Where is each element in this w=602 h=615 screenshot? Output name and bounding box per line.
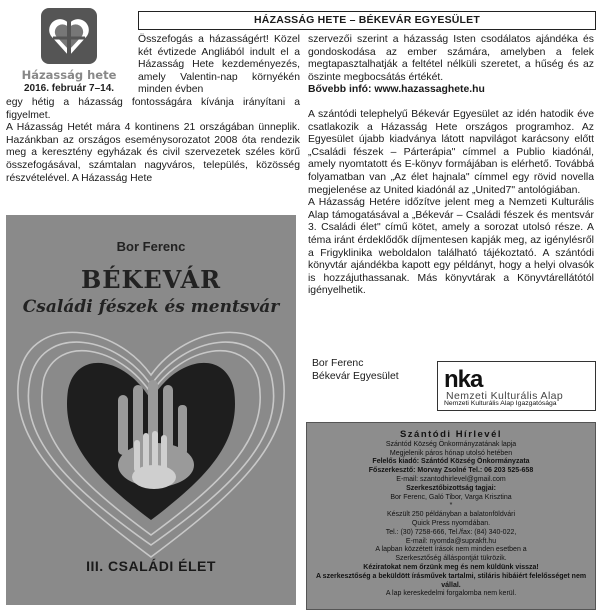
imprint-line: A lap kereskedelmi forgalomba nem kerül. xyxy=(385,590,517,598)
imprint-title: Szántódi Hírlevél xyxy=(399,429,503,440)
hazassag-hete-logo xyxy=(8,4,130,108)
heart-logo-icon xyxy=(39,6,99,66)
article-col-intro xyxy=(138,34,300,97)
book-title: BÉKEVÁR xyxy=(80,265,222,294)
logo-title: Házasság hete xyxy=(21,68,117,82)
imprint-line: A lapban közzétett írások nem minden esetben a xyxy=(375,546,527,554)
article-paragraph-1-end: egy hétig a házasság fontosságára kívánja irányítani a figyelmet. xyxy=(6,97,300,121)
imprint-line: Megjelenik páros hónap utolsó hetében xyxy=(389,449,513,457)
article-col-right xyxy=(308,34,594,298)
signature xyxy=(312,357,399,383)
imprint-line: Tel.: (30) 7258-666, Tel./fax: (84) 340-022, xyxy=(385,528,517,536)
imprint-line: E-mail: szantodhirlevel@gmail.com xyxy=(396,475,506,483)
book-author: Bor Ferenc xyxy=(116,239,186,254)
book-cover xyxy=(6,215,296,605)
nka-name: Nemzeti Kulturális Alap xyxy=(446,390,564,402)
article-paragraph-3: A szántódi telephelyű Békevár Egyesület az idén hatodik éve csatlakozik a Házasság Hete országos programhoz. Az Egyesület újabb kiadványa látott napvilágot karácsony előtt „Családi fészek – Párterápia" címmel a Publio kiadónál, amely nyomtatott és E-könyv formájában is elérhető. Továbbá folyamatban van „Az élet hajnala" címmel egy rövid novella megjelenése az United kiadónál az „United7" antológiában. xyxy=(308,108,594,196)
imprint-line: Főszerkesztő: Morvay Zsolné Tel.: 06 203 525-658 xyxy=(368,467,534,475)
imprint-line: Felelős kiadó: Szántód Község Önkormányzata xyxy=(372,458,530,466)
imprint-line: Szántód Község Önkormányzatának lapja xyxy=(385,440,517,448)
imprint-line: Szerkesztőség álláspontját tükrözik. xyxy=(395,555,507,563)
imprint-line: Kéziratokat nem őrzünk meg és nem küldünk vissza! xyxy=(363,563,539,571)
nka-subtitle: Nemzeti Kulturális Alap Igazgatósága xyxy=(444,400,557,407)
article-paragraph-4: A Házasság Hetére időzítve jelent meg a Nemzeti Kulturális Alap támogatásával a „Békevár – Családi fészek és mentsvár 3. Családi élet" című kötet, amely a sorozat utolsó része. A téma iránt érdeklődők díjmentesen kapják meg, az igénylésről a Frigyklinika weboldalon található tájékoztató. A szántódi könyvtár ajándékba kapott egy példányt, hogy a helyi olvasók is hozzájuthassanak. Más könyvtárak a Könyvtárellátótól igényelhetik. xyxy=(308,197,594,297)
book-volume: III. CSALÁDI ÉLET xyxy=(86,558,216,574)
article-paragraph-2: A Házasság Hetét mára 4 kontinens 21 országában ünneplik. Hazánkban az országos eseménysorozatot 2008 óta rendezik meg a keresztény egyházak és civil szervezetek széles körű összefogásával, számtalan nagyváros, település, közösség részvételével. A Házasság Hete xyxy=(6,122,300,184)
logo-date: 2016. február 7–14. xyxy=(23,83,115,94)
book-subtitle: Családi fészek és mentsvár xyxy=(22,297,280,317)
imprint-line: Szerkesztőbizottság tagjai: xyxy=(406,484,496,492)
imprint-box xyxy=(306,422,596,610)
imprint-line: E-mail: nyomda@suprakft.hu xyxy=(405,537,497,545)
article-paragraph-1-start: Összefogás a házasságért! Közel két évtizede Angliából indult el a Házasság Hete kezdeményezés, amely Valentin-nap környékén minden évben xyxy=(138,34,300,96)
imprint-line: Bor Ferenc, Galó Tibor, Varga Krisztina xyxy=(390,493,512,501)
article-header: HÁZASSÁG HETE – BÉKEVÁR EGYESÜLET xyxy=(138,11,596,30)
article-paragraph-2-cont: szervezői szerint a házasság Isten csodálatos ajándéka és gondoskodása az ember számára, amelyben a felek megtapasztalhatják a feltétel nélküli szeretet, a hűség és az öszinte megbocsátás értékét. xyxy=(308,34,594,83)
imprint-line: Quick Press nyomdában. xyxy=(411,519,491,527)
more-info-link[interactable]: Bővebb infó: www.hazassaghete.hu xyxy=(308,84,485,96)
imprint-line: * xyxy=(449,502,453,510)
nka-logo xyxy=(437,361,596,411)
nka-mark: nka xyxy=(444,366,483,393)
imprint-line: A szerkesztőség a beküldött írásművek tartalmi, stiláris hibáiért felelősséget nem vállal. xyxy=(315,572,587,589)
article-col-left xyxy=(6,97,300,185)
imprint-line: Készült 250 példányban a balatonföldvári xyxy=(386,511,516,519)
signature-name: Bor Ferenc xyxy=(312,358,364,369)
signature-org: Békevár Egyesület xyxy=(312,371,399,382)
